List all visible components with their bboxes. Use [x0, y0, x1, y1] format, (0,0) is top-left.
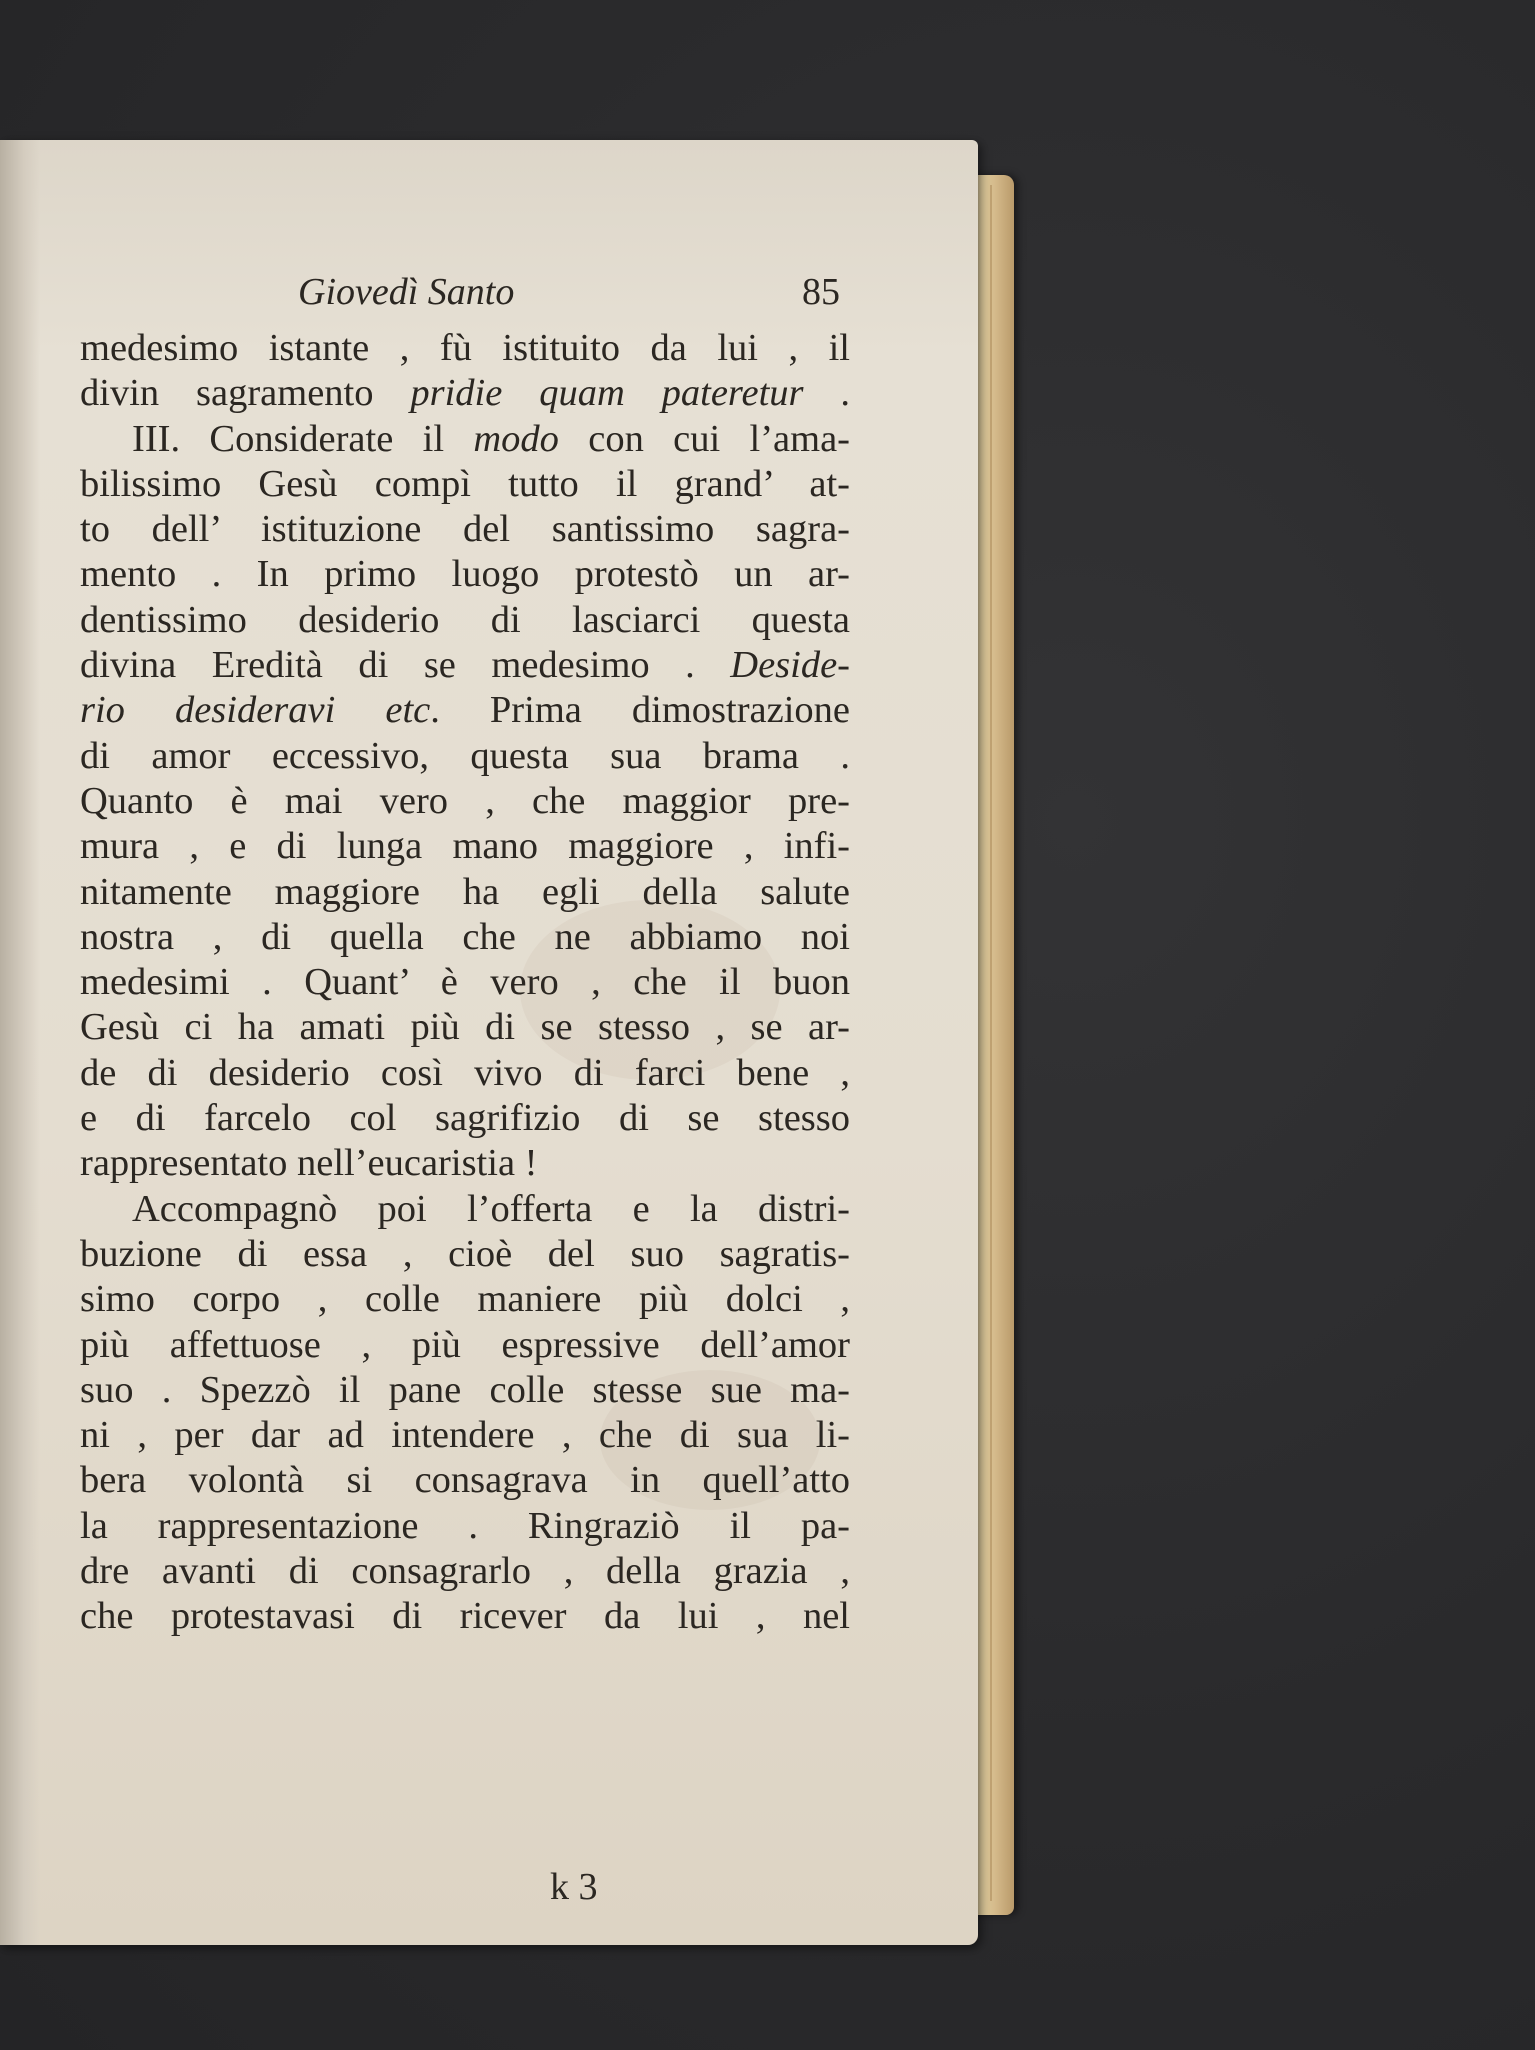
line-text: medesimi . Quant’ è vero , che il buon: [80, 961, 850, 1004]
line-text: de di desiderio così vivo di farci bene ,: [80, 1051, 850, 1094]
text-line: [80, 915, 850, 960]
line-text: la rappresentazione . Ringraziò il pa-: [80, 1504, 850, 1547]
text-line: [80, 1096, 850, 1141]
text-line: [80, 598, 850, 643]
line-text: buzione di essa , cioè del suo sagratis-: [80, 1232, 850, 1275]
line-text: Quanto è mai vero , che maggior pre-: [80, 779, 850, 822]
line-text: divina Eredità di se medesimo .: [80, 644, 731, 687]
body-text: [80, 326, 850, 1640]
text-line: [80, 462, 850, 507]
line-text-after: .: [803, 372, 850, 415]
text-line: [80, 1504, 850, 1549]
text-line: [80, 1141, 850, 1186]
running-head: [80, 264, 850, 326]
line-text: Gesù ci ha amati più di se stesso , se ar-: [80, 1006, 850, 1049]
line-text: di amor eccessivo, questa sua brama .: [80, 734, 850, 777]
line-text: divin sagramento: [80, 372, 411, 415]
line-text: dre avanti di consagrarlo , della grazia ,: [80, 1550, 850, 1593]
book-page: [0, 140, 978, 1945]
text-line: [80, 1368, 850, 1413]
line-text: bera volontà si consagrava in quell’atto: [80, 1459, 850, 1502]
text-line: [80, 1005, 850, 1050]
signature-mark: k 3: [550, 1866, 598, 1908]
text-line: [80, 643, 850, 688]
line-text: ni , per dar ad intendere , che di sua li-: [80, 1414, 850, 1457]
text-line: [80, 688, 850, 733]
text-line: [80, 371, 850, 416]
line-text: simo corpo , colle maniere più dolci ,: [80, 1278, 850, 1321]
text-line: [80, 960, 850, 1005]
text-line: [80, 417, 850, 462]
text-line: [80, 1323, 850, 1368]
line-text: to dell’ istituzione del santissimo sagra-: [80, 508, 850, 551]
line-text: mento . In primo luogo protestò un ar-: [80, 553, 850, 596]
line-text: nostra , di quella che ne abbiamo noi: [80, 915, 850, 958]
text-line: [80, 1549, 850, 1594]
line-text: bilissimo Gesù compì tutto il grand’ at-: [80, 462, 850, 505]
text-line: [80, 870, 850, 915]
text-line: [80, 1458, 850, 1503]
text-block: [80, 264, 850, 1640]
line-text: più affettuose , più espressive dell’amor: [80, 1323, 850, 1366]
line-italic-text: modo: [473, 417, 559, 460]
line-text-after: con cui l’ama-: [558, 417, 850, 460]
line-text: che protestavasi di ricever da lui , nel: [80, 1595, 850, 1638]
text-line: [80, 1187, 850, 1232]
text-line: [80, 552, 850, 597]
text-line: [80, 1051, 850, 1096]
line-text: Accompagnò poi l’offerta e la distri-: [132, 1187, 850, 1230]
line-text: mura , e di lunga mano maggiore , infi-: [80, 825, 850, 868]
line-text: medesimo istante , fù istituito da lui , il: [80, 327, 850, 369]
line-italic-text: pridie quam pateretur: [410, 372, 804, 415]
line-text: dentissimo desiderio di lasciarci questa: [80, 598, 850, 641]
line-italic-text: Deside-: [730, 644, 850, 687]
line-text: suo . Spezzò il pane colle stesse sue ma-: [80, 1368, 850, 1411]
text-line: [80, 507, 850, 552]
line-italic-text: rio desideravi etc: [80, 689, 431, 732]
text-line: [80, 779, 850, 824]
page-number: 85: [802, 271, 840, 313]
text-line: [80, 1413, 850, 1458]
text-line: [80, 1277, 850, 1322]
line-text: III. Considerate il: [132, 417, 474, 460]
text-line: [80, 1232, 850, 1277]
text-line: [80, 824, 850, 869]
text-line: [80, 1594, 850, 1639]
text-line: [80, 734, 850, 779]
text-line: [80, 326, 850, 371]
running-title: Giovedì Santo: [298, 271, 515, 313]
line-text: nitamente maggiore ha egli della salute: [80, 870, 850, 913]
line-text: rappresentato nell’eucaristia !: [80, 1142, 538, 1185]
line-text: e di farcelo col sagrifizio di se stesso: [80, 1097, 850, 1140]
line-text-after: . Prima dimostrazione: [430, 689, 850, 732]
